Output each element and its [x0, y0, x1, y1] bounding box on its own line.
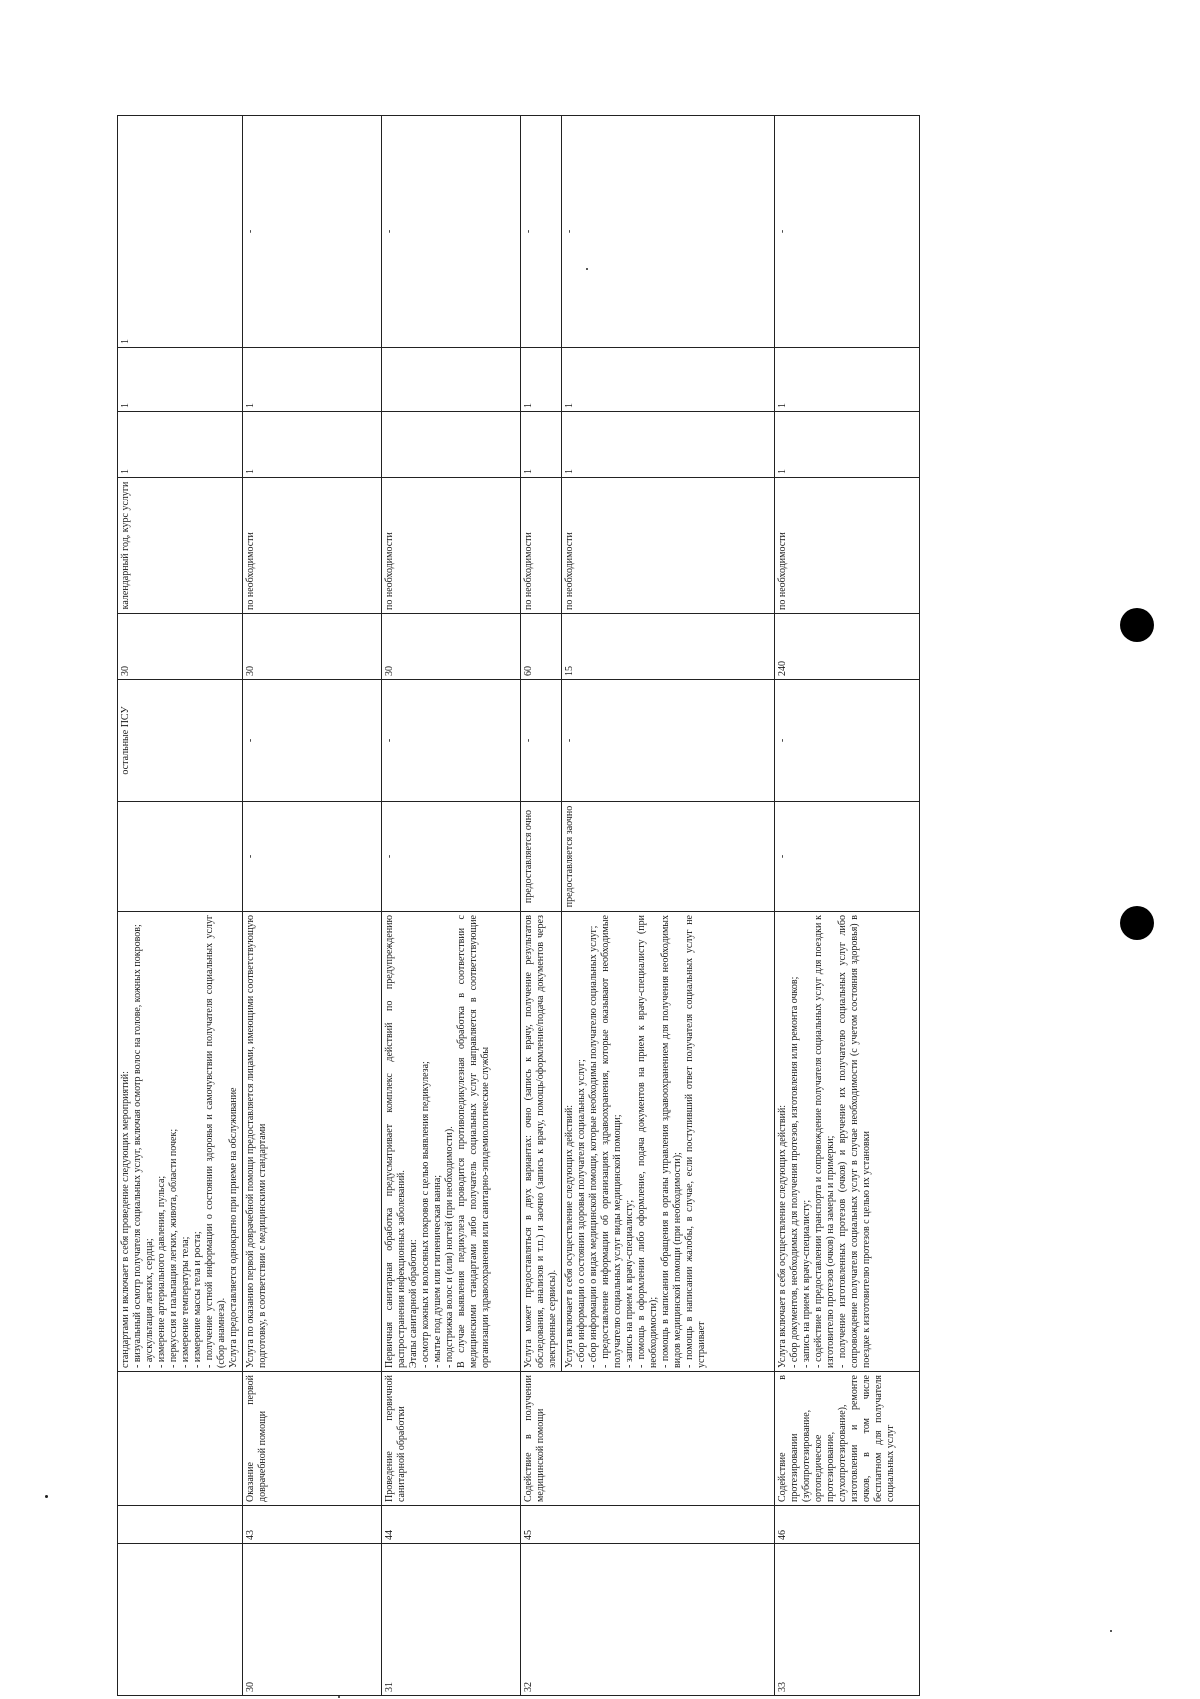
header-col-a: 1 — [118, 412, 243, 478]
time-value: 240 — [775, 614, 920, 680]
service-name: Проведение первичной санитарной обработки — [382, 1372, 521, 1506]
col-a-value: 1 — [775, 412, 920, 478]
text-line: - получение устной информации о состоянии здоровья и самочувствии получателя социальных услуг (сбор анамнеза). — [204, 915, 227, 1368]
service-description — [775, 912, 920, 1372]
col-b-value: 1 — [243, 348, 382, 412]
continuation-description — [118, 912, 243, 1372]
service-description-variants: Услуга может предоставляться в двух вариантах: очно (запись к врачу, получение результатов обследования, анализов и т.п.) и заочно (запись к врачу, помощь/оформление/подача документов через электронные сервисы). — [521, 912, 562, 1372]
form-remote: предоставляется заочно — [562, 802, 775, 912]
header-col-c: 1 — [118, 116, 243, 348]
text-line: - получение изготовленных протезов (очков) и вручение их получателю социальных услуг либо сопровождение получателя социальных услуг в случае необходимости (с учетом состояния здоровья) в поездке к изготовителю протезов с целью их установки — [837, 915, 872, 1368]
header-time: 30 — [118, 614, 243, 680]
text-line: Услуга включает в себя осуществление следующих действий: — [564, 1104, 575, 1368]
col-c-value: - — [382, 116, 521, 348]
cell-num — [118, 1544, 243, 1696]
row-code: 46 — [775, 1506, 920, 1544]
form-value: - — [775, 680, 920, 802]
col-c-value: - — [521, 116, 562, 348]
header-period: календарный год, курс услуги — [118, 478, 243, 614]
table-row — [521, 116, 562, 1696]
text-line: - измерение массы тела и роста; — [192, 1231, 203, 1368]
text-line: Этапы санитарной обработки: — [408, 1239, 419, 1368]
form-value: - — [243, 680, 382, 802]
row-number: 31 — [382, 1544, 521, 1696]
period-value: по необходимости — [382, 478, 521, 614]
rotated-document-page — [117, 116, 977, 1696]
scan-speck — [45, 1495, 48, 1498]
cell-name — [118, 1372, 243, 1506]
form-value: - — [382, 802, 521, 912]
text-line: - перкуссия и пальпация легких, живота, области почек; — [168, 1128, 179, 1368]
text-line: - запись на прием к врачу-специалисту; — [624, 1199, 635, 1368]
text-line: - сбор документов, необходимых для получения протезов, изготовления или ремонта очков; — [789, 976, 800, 1368]
service-name: Оказание первой доврачебной помощи — [243, 1372, 382, 1506]
table-row — [775, 116, 920, 1696]
col-c-value: - — [243, 116, 382, 348]
time-remote: 15 — [562, 614, 775, 680]
text-line: Услуга предоставляется однократно при приеме на обслуживание — [228, 1087, 239, 1368]
text-line: - помощь в оформлении либо оформление, подача документов на прием к врачу-специалисту (при необходимости); — [636, 915, 659, 1368]
cell-form-blank — [118, 802, 243, 912]
service-description: Услуга по оказанию первой доврачебной помощи предоставляется лицами, имеющими соответствующую подготовку, в соответствии с медицинскими стандартами — [243, 912, 382, 1372]
form-in-person: предоставляется очно — [521, 802, 562, 912]
text-line: - содействие в предоставлении транспорта и сопровождение получателя социальных услуг для поездки к изготовителю протезов (очков) на замеры и примерки; — [813, 915, 836, 1368]
col-b-value — [382, 348, 521, 412]
form-value: - — [775, 802, 920, 912]
continuation-row — [118, 116, 243, 1696]
col-a-value: 1 — [521, 412, 562, 478]
table-row — [382, 116, 521, 1696]
service-name: Содействие в протезировании (зубопротезирование, ортопедическое протезирование, слухопротезирование), изготовлении и ремонте очков, в том числе бесплатном для получателя социальных услуг — [775, 1372, 920, 1506]
text-line: - измерение температуры тела; — [180, 1236, 191, 1368]
row-number: 32 — [521, 1544, 775, 1696]
text-line: - запись на прием к врачу-специалисту; — [801, 1199, 812, 1368]
form-value: - — [243, 802, 382, 912]
text-line: - визуальный осмотр получателя социальных услуг, включая осмотр волос на голове, кожных покровов; — [132, 924, 143, 1368]
col-b-value: 1 — [775, 348, 920, 412]
row-code: 45 — [521, 1506, 775, 1544]
services-table — [117, 115, 920, 1696]
text-line: - осмотр кожных и волосяных покровов с целью выявления педикулеза; — [420, 1061, 431, 1368]
time-value: 30 — [382, 614, 521, 680]
text-line: В случае выявления педикулеза проводится противопедикулезная обработка в соответствии с медицинскими стандартами либо получатель социальных услуг направляется в соответствующие организации здравоохранения или санитарно-эпидемиологические службы — [456, 915, 491, 1368]
col-b-value: 1 — [562, 348, 775, 412]
time-in-person: 60 — [521, 614, 562, 680]
col-b-value: 1 — [521, 348, 562, 412]
table-row — [243, 116, 382, 1696]
row-code: 43 — [243, 1506, 382, 1544]
text-line: - предоставление информации об организациях здравоохранения, которые оказывают необходимые получателю социальных услуг виды медицинской помощи; — [600, 915, 623, 1368]
text-line: - сбор информации о состоянии здоровья получателя социальных услуг; — [576, 1059, 587, 1368]
text-line: стандартами и включает в себя проведение следующих мероприятий: — [120, 1071, 131, 1368]
text-line: - помощь в написании обращения в органы управления здравоохранением для получения необходимых видов медицинской помощи (при необходимости); — [660, 915, 683, 1368]
row-number: 30 — [243, 1544, 382, 1696]
col-a-value: 1 — [243, 412, 382, 478]
service-description — [382, 912, 521, 1372]
header-form-label: остальные ПСУ — [118, 680, 243, 802]
text-line: - мытье под душем или гигиеническая ванна; — [432, 1174, 443, 1368]
header-col-b: 1 — [118, 348, 243, 412]
col-c-value: - — [562, 116, 775, 348]
text-line: Первичная санитарная обработка предусматривает комплекс действий по предупреждению распространения инфекционных заболеваний. — [384, 915, 407, 1368]
row-number: 33 — [775, 1544, 920, 1696]
text-line: - измерение артериального давления, пульса; — [156, 1175, 167, 1368]
service-description — [562, 912, 775, 1372]
period-value: по необходимости — [775, 478, 920, 614]
text-line: - помощь в написании жалобы, в случае, если поступивший ответ получателя социальных услуг не устраивает — [684, 915, 707, 1368]
scan-speck — [1110, 1630, 1112, 1632]
service-name: Содействие в получении медицинской помощи — [521, 1372, 775, 1506]
form-value: - — [521, 680, 562, 802]
punch-hole — [1120, 906, 1154, 940]
period-value: по необходимости — [521, 478, 562, 614]
form-value: - — [562, 680, 775, 802]
row-code: 44 — [382, 1506, 521, 1544]
col-c-value: - — [775, 116, 920, 348]
text-line: Услуга включает в себя осуществление следующих действий: — [777, 1104, 788, 1368]
form-value: - — [382, 680, 521, 802]
period-value: по необходимости — [562, 478, 775, 614]
text-line: - сбор информации о видах медицинской помощи, которые необходимы получателю социальных услуг; — [588, 925, 599, 1368]
period-value: по необходимости — [243, 478, 382, 614]
text-line: - аускультация легких, сердца; — [144, 1238, 155, 1368]
col-a-value: 1 — [562, 412, 775, 478]
punch-hole — [1120, 608, 1154, 642]
cell-code — [118, 1506, 243, 1544]
scan-speck — [338, 1696, 340, 1698]
col-a-value — [382, 412, 521, 478]
time-value: 30 — [243, 614, 382, 680]
text-line: - подстрижка волос и (или) ногтей (при необходимости). — [444, 1126, 455, 1368]
